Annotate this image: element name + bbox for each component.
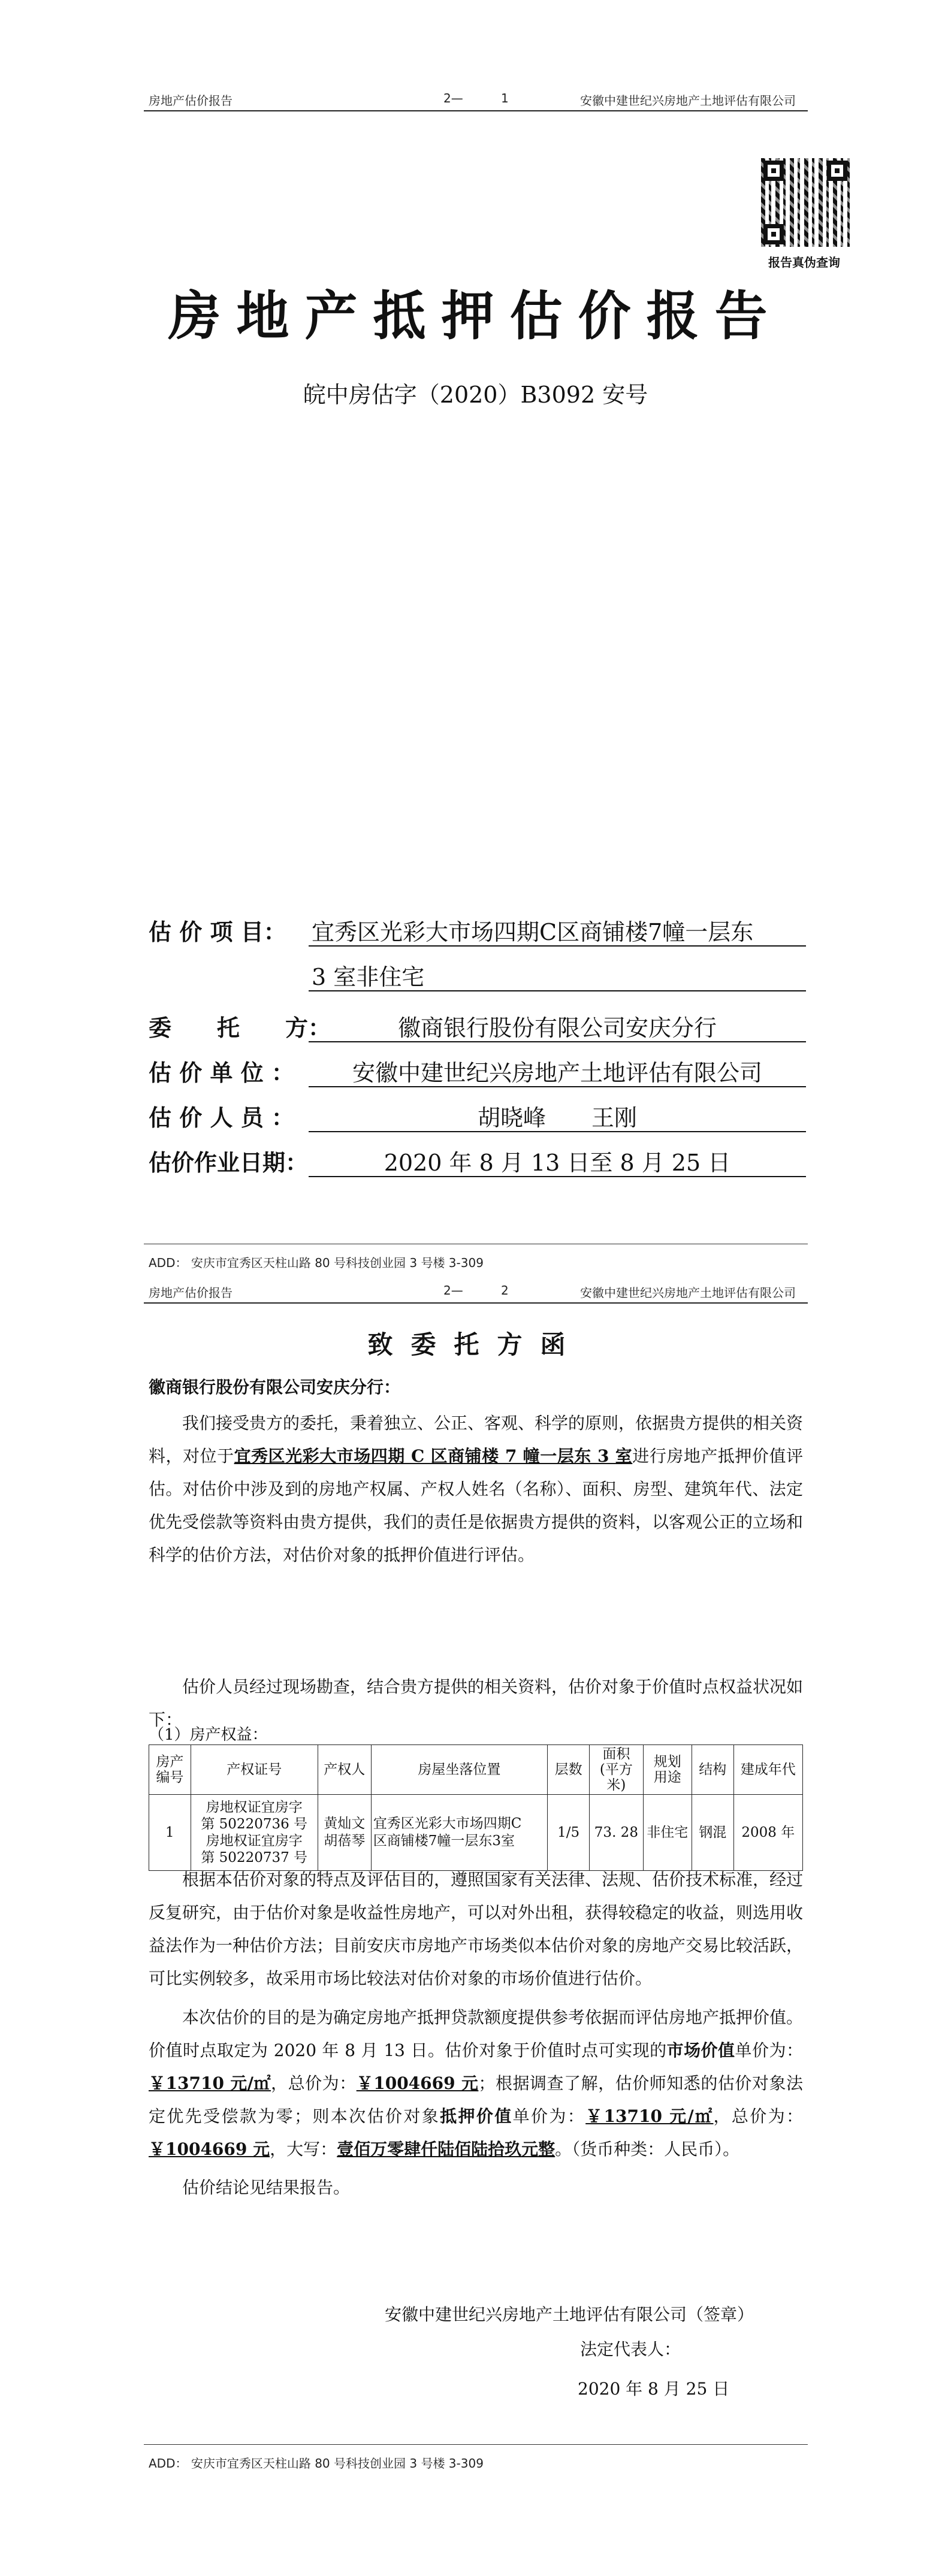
field-underline [309, 1176, 806, 1177]
subheading-rights: （1）房产权益： [149, 1726, 268, 1744]
field-underline [309, 1041, 806, 1042]
field-value-project-line1: 宜秀区光彩大市场四期C区商铺楼7幢一层东 [312, 919, 754, 945]
letter-title: 致委托方函 [367, 1330, 584, 1359]
document-number: 皖中房估字（2020）B3092 安号 [303, 382, 648, 408]
paragraph-conclusion: 估价结论见结果报告。 [182, 2178, 351, 2197]
table-cell: 黄灿文 胡蓓琴 [318, 1795, 371, 1871]
table-header: 房产 编号 [149, 1745, 191, 1795]
field-label-work-date: 估价作业日期： [149, 1149, 309, 1176]
table-cell: 宜秀区光彩大市场四期C 区商铺楼7幢一层东3室 [371, 1795, 547, 1871]
mortgage-value-label: 抵押价值 [440, 2106, 513, 2126]
signature-date: 2020 年 8 月 25 日 [578, 2379, 730, 2399]
table-cell: 非住宅 [643, 1795, 692, 1871]
total-in-words: 壹佰万零肆仟陆佰陆拾玖元整 [337, 2139, 555, 2159]
mortgage-total-price: ￥1004669 元 [149, 2139, 270, 2159]
table-cell: 1/5 [548, 1795, 590, 1871]
paragraph-survey: 估价人员经过现场勘查，结合贵方提供的相关资料，估价对象于价值时点权益状况如下： [149, 1677, 804, 1730]
paragraph-intro: 我们接受贵方的委托，秉着独立、公正、客观、科学的原则，依据贵方提供的相关资料，对位于宜秀区光彩大市场四期 C 区商铺楼 7 幢一层东 3 室进行房地产抵押价值评估。对估价中涉及到的房地产权属、产权人姓名（名称）、面积、房型、建筑年代、法定优先受偿款等资料由贵方提供，我们的责任是依据贵方提供的资料，以客观公正的立场和科学的估价方法，对估价对象的抵押价值进行评估。 [149, 1413, 804, 1565]
letter-recipient: 徽商银行股份有限公司安庆分行： [149, 1377, 401, 1397]
table-cell: 73. 28 [590, 1795, 643, 1871]
table-header: 产权人 [318, 1745, 371, 1795]
header-rule [144, 1302, 808, 1304]
header-page: 2— [443, 91, 463, 105]
property-rights-table [149, 1744, 803, 1871]
table-header: 房屋坐落位置 [371, 1745, 547, 1795]
field-value-client: 徽商银行股份有限公司安庆分行 [397, 1015, 717, 1041]
mortgage-unit-price: ￥13710 元/㎡ [585, 2106, 714, 2126]
field-label-client: 委 托 方： [149, 1014, 331, 1041]
field-label-appraisers: 估 价 人 员 ： [149, 1104, 294, 1131]
market-value-label: 市场价值 [666, 2040, 735, 2060]
market-total-price: ￥1004669 元 [356, 2073, 479, 2093]
footer-address: ADD： 安庆市宜秀区天柱山路 80 号科技创业园 3 号楼 3-309 [149, 2456, 484, 2471]
report-title: 房地产抵押估价报告 [168, 285, 783, 347]
table-header: 结构 [692, 1745, 733, 1795]
header-page: 2— [443, 1283, 463, 1298]
header-rule [144, 110, 808, 111]
header-left: 房地产估价报告 [149, 93, 233, 108]
header-right: 安徽中建世纪兴房地产土地评估有限公司 [580, 1286, 796, 1300]
property-address: 宜秀区光彩大市场四期 C 区商铺楼 7 幢一层东 3 室 [234, 1446, 633, 1466]
signature-company: 安徽中建世纪兴房地产土地评估有限公司（签章） [385, 2305, 754, 2324]
table-header-row [149, 1745, 803, 1795]
paragraph-valuation: 本次估价的目的是为确定房地产抵押贷款额度提供参考依据而评估房地产抵押价值。价值时点取定为 2020 年 8 月 13 日。估价对象于价值时点可实现的市场价值单价为：￥13710 元/㎡，总价为：￥1004669 元；根据调查了解，估价师知悉的估价对象法定优先受偿款为零；则本次估价对象抵押价值单价为：￥13710 元/㎡，总价为：￥1004669 元，大写：壹佰万零肆仟陆佰陆拾玖元整。（货币种类：人民币）。 [149, 2007, 804, 2159]
header-page-no: 1 [501, 91, 509, 105]
table-cell: 1 [149, 1795, 191, 1871]
footer-rule [144, 2444, 808, 2445]
signature-rep: 法定代表人： [580, 2339, 681, 2359]
paragraph-method: 根据本估价对象的特点及评估目的，遵照国家有关法律、法规、估价技术标准，经过反复研究，由于估价对象是收益性房地产，可以对外出租，获得较稳定的收益，则选用收益法作为一种估价方法；目前安庆市房地产市场类似本估价对象的房地产交易比较活跃，可比实例较多，故采用市场比较法对估价对象的市场价值进行估价。 [149, 1870, 804, 1988]
table-cell: 钢混 [692, 1795, 733, 1871]
field-underline [309, 945, 806, 947]
header-left: 房地产估价报告 [149, 1286, 233, 1300]
field-label-project: 估 价 项 目： [149, 918, 286, 945]
footer-address: ADD： 安庆市宜秀区天柱山路 80 号科技创业园 3 号楼 3-309 [149, 1256, 484, 1270]
table-row [149, 1795, 803, 1871]
field-underline [309, 990, 806, 991]
table-header: 建成年代 [733, 1745, 802, 1795]
header-page-no: 2 [501, 1283, 509, 1298]
field-underline [309, 1086, 806, 1087]
qr-caption: 报告真伪查询 [768, 255, 840, 270]
table-header: 面积 (平方米) [590, 1745, 643, 1795]
market-unit-price: ￥13710 元/㎡ [149, 2073, 271, 2093]
table-header: 规划 用途 [643, 1745, 692, 1795]
field-value-appraiser-firm: 安徽中建世纪兴房地产土地评估有限公司 [352, 1060, 762, 1086]
field-underline [309, 1131, 806, 1132]
table-cell: 房地权证宜房字 第 50220736 号 房地权证宜房字 第 50220737 号 [191, 1795, 318, 1871]
table-header: 层数 [548, 1745, 590, 1795]
field-value-appraisers: 胡晓峰 王刚 [477, 1105, 637, 1131]
field-label-appraiser-firm: 估 价 单 位 ： [149, 1059, 294, 1086]
table-cell: 2008 年 [733, 1795, 802, 1871]
header-right: 安徽中建世纪兴房地产土地评估有限公司 [580, 93, 796, 108]
field-value-project-line2: 3 室非住宅 [312, 964, 425, 990]
qr-code-icon [760, 157, 851, 248]
table-header: 产权证号 [191, 1745, 318, 1795]
field-value-work-date: 2020 年 8 月 13 日至 8 月 25 日 [384, 1150, 731, 1176]
